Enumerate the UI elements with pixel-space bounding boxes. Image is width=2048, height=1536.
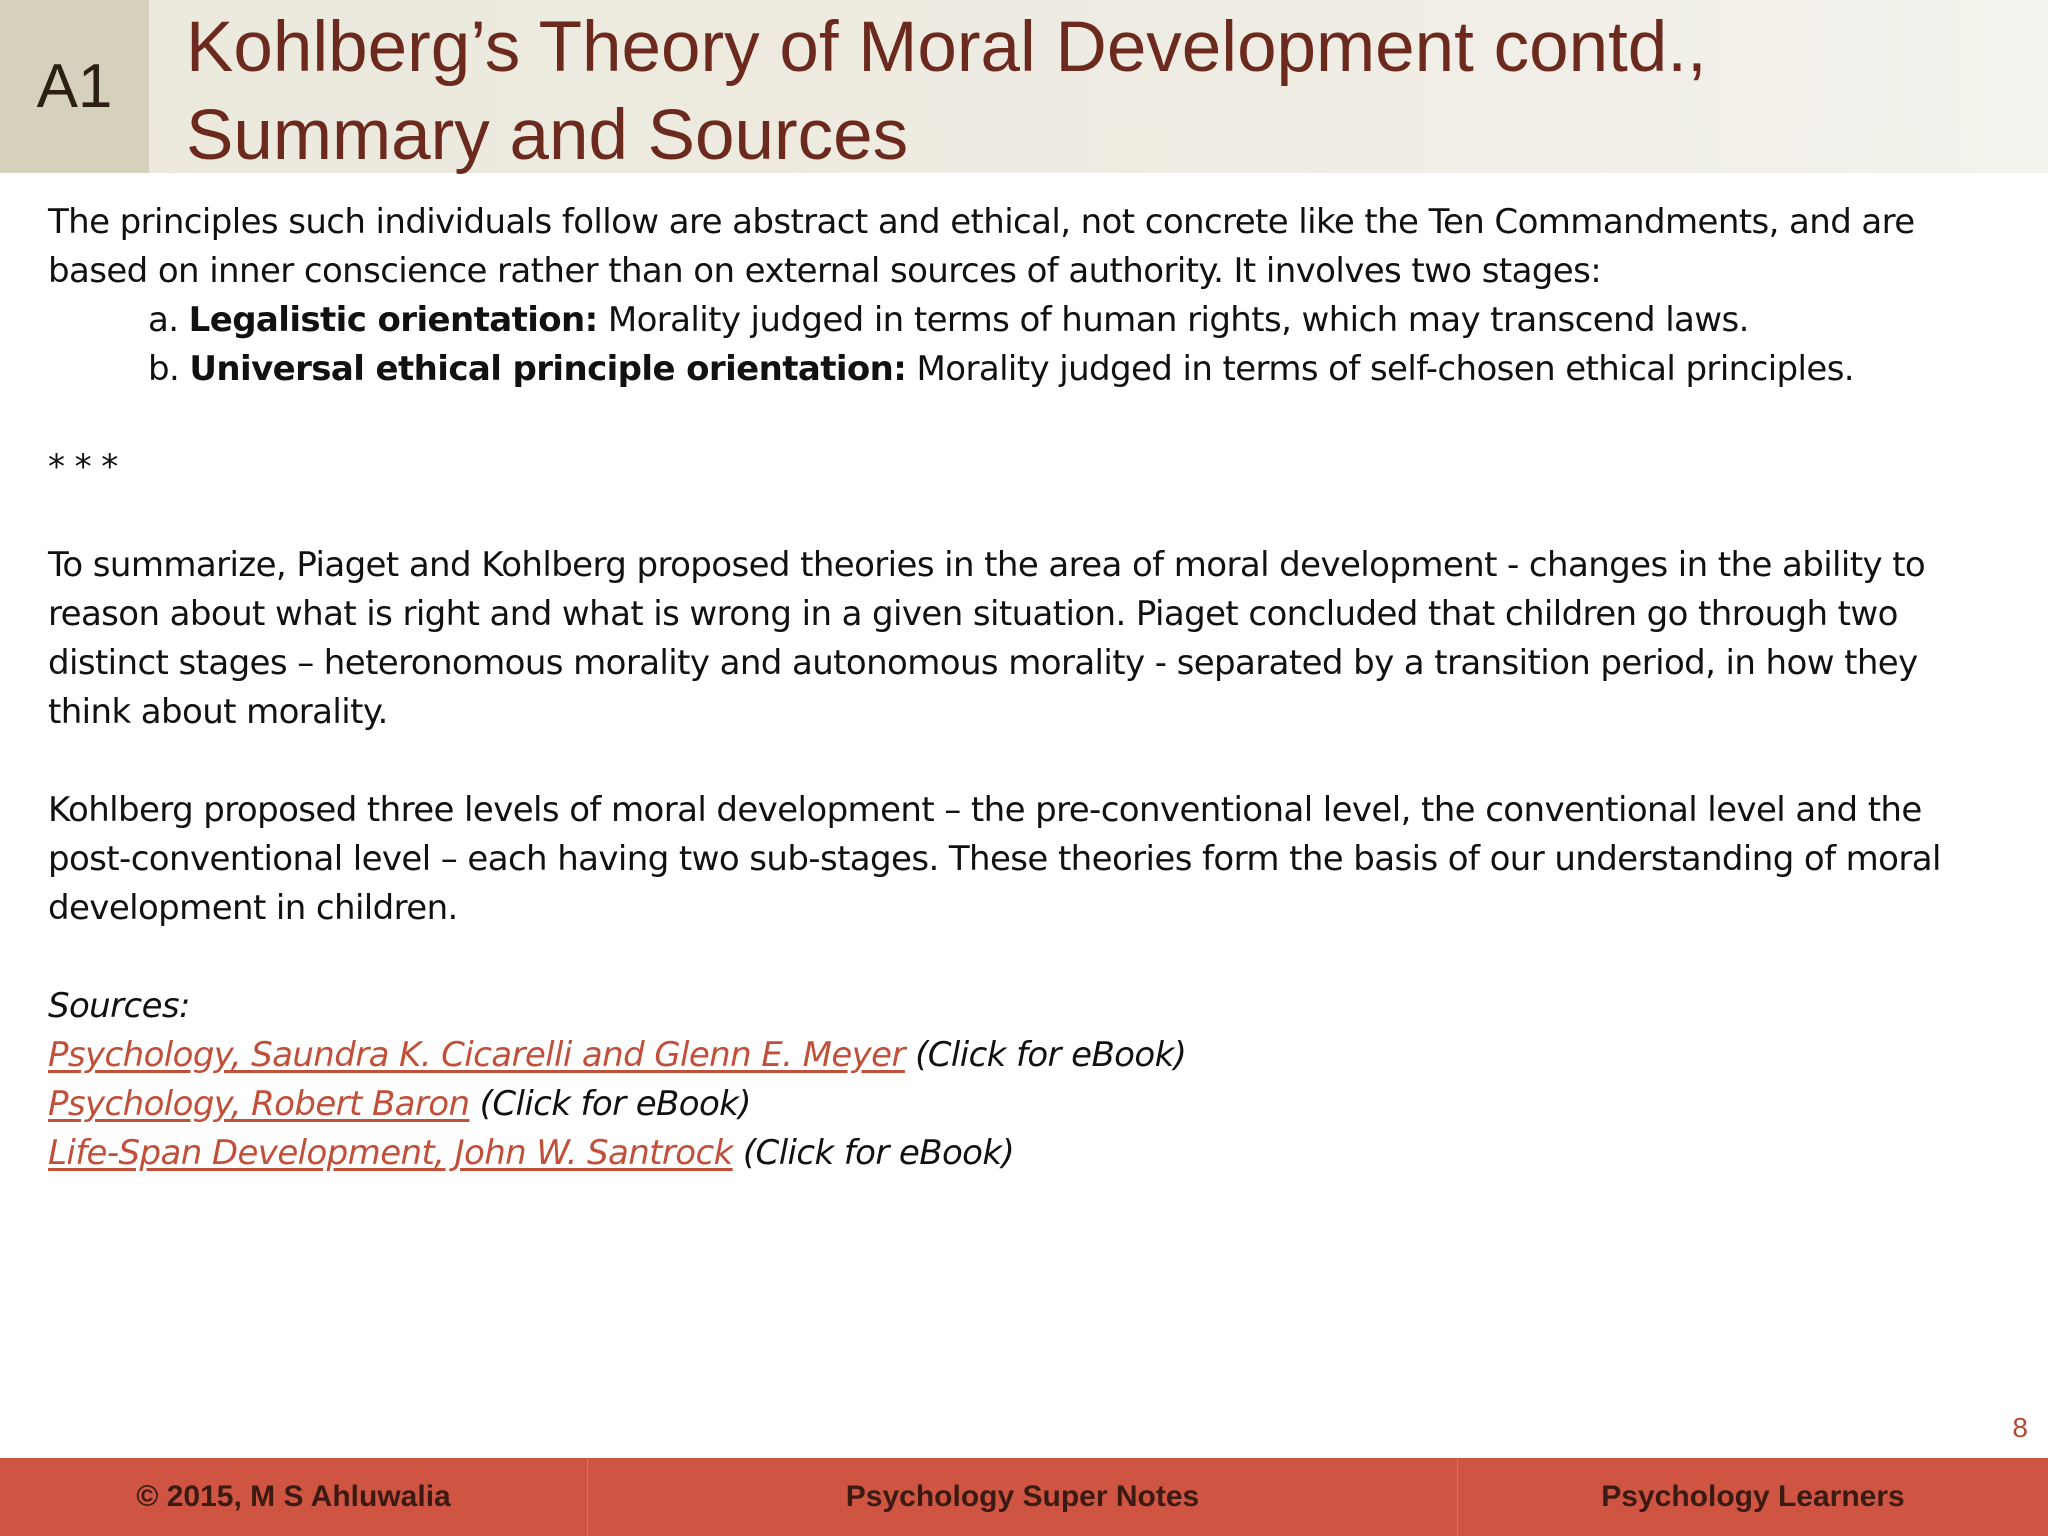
slide-footer [0,1458,2048,1536]
kohlberg-line: development in children. [48,888,458,928]
stage-marker: b. [148,349,180,389]
kohlberg-line: post-conventional level – each having two sub-stages. These theories form the basis of our understanding of moral [48,839,1941,879]
stage-term: Legalistic orientation: [188,300,598,340]
stage-item-a [48,296,2008,345]
slide-header [0,0,2048,173]
intro-line: The principles such individuals follow are abstract and ethical, not concrete like the Ten Commandments, and are [48,202,1915,242]
stage-marker: a. [148,300,179,340]
title-line-1: Kohlberg’s Theory of Moral Development contd., [186,8,1707,87]
source-link-baron[interactable]: Psychology, Robert Baron [48,1084,470,1124]
footer-copyright: © 2015, M S Ahluwalia [0,1458,588,1536]
stage-item-b [48,345,2008,394]
summary-paragraph [48,541,2008,737]
page-number: 8 [2012,1412,2028,1443]
stage-term: Universal ethical principle orientation: [189,349,907,389]
title-line-2: Summary and Sources [186,96,909,175]
kohlberg-paragraph [48,786,2008,933]
intro-paragraph [48,198,2008,296]
summary-line: To summarize, Piaget and Kohlberg proposed theories in the area of moral development - changes in the ability to [48,545,1926,585]
source-item [48,1031,2008,1080]
source-note: (Click for eBook) [915,1035,1187,1075]
separator: * * * [48,447,118,487]
footer-center-title: Psychology Super Notes [588,1458,1458,1536]
source-note: (Click for eBook) [479,1084,751,1124]
footer-right-title: Psychology Learners [1601,1480,1905,1513]
section-badge: A1 [0,0,149,173]
kohlberg-line: Kohlberg proposed three levels of moral development – the pre-conventional level, the conventional level and the [48,790,1922,830]
source-link-cicarelli[interactable]: Psychology, Saundra K. Cicarelli and Glenn E. Meyer [48,1035,905,1075]
summary-line: distinct stages – heteronomous morality and autonomous morality - separated by a transition period, in how they [48,643,1918,683]
summary-line: reason about what is right and what is wrong in a given situation. Piaget concluded that children go through two [48,594,1898,634]
summary-line: think about morality. [48,692,388,732]
source-item [48,1129,2008,1178]
source-link-santrock[interactable]: Life-Span Development, John W. Santrock [48,1133,733,1173]
slide-title [186,4,2006,180]
sources-heading: Sources: [48,986,190,1026]
stage-text: Morality judged in terms of self-chosen ethical principles. [916,349,1855,389]
source-item [48,1080,2008,1129]
source-note: (Click for eBook) [742,1133,1015,1173]
intro-line: based on inner conscience rather than on external sources of authority. It involves two stages: [48,251,1602,291]
stage-text: Morality judged in terms of human rights, which may transcend laws. [607,300,1749,340]
slide-body [48,198,2008,1178]
